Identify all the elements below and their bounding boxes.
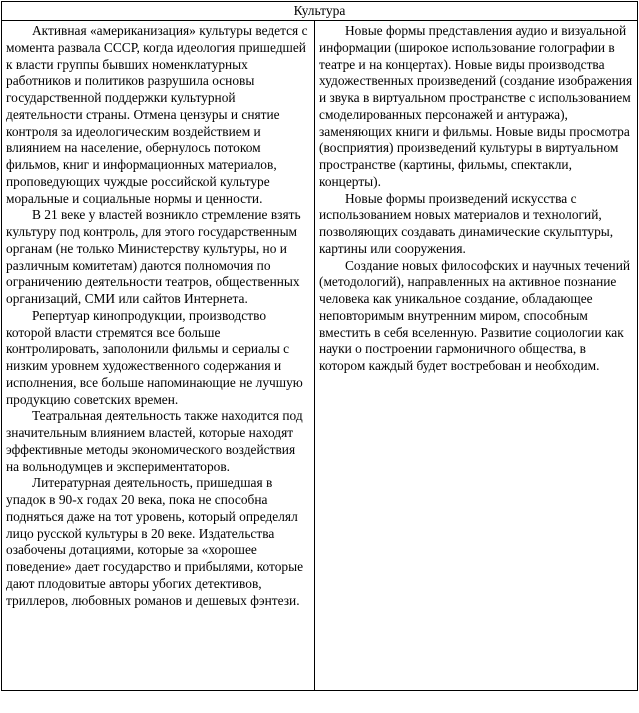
paragraph-new-media-forms: Новые формы представления аудио и визуальной информации (широкое использование голографии в театре и на концертах). Новые виды производства художественных произведений (создание изображения и звука в виртуальном пространстве с использованием смоделированных персонажей и антуража), заменяющих книги и фильмы. Новые виды просмотра (восприятия) произведений культуры в виртуальном пространстве (картины, фильмы, спектакли, концерты). <box>319 23 633 189</box>
table-title: Культура <box>2 2 637 21</box>
left-column-cell <box>2 21 315 690</box>
paragraph-cinema: Репертуар кинопродукции, производство которой власти стремятся все больше контролировать, заполонили фильмы и сериалы с низким уровнем художественного содержания и исполнения, все больше напоминающие не лучшую продукцию советских времен. <box>6 307 303 407</box>
table-body <box>2 21 637 690</box>
culture-table <box>1 1 638 691</box>
paragraph-new-philosophy: Создание новых философских и научных течений (методологий), направленных на активное познание человека как уникальное создание, обладающее неповторимым внутренним миром, способным вместить в себя вселенную. Развитие социологии как науки о построении гармоничного общества, в котором каждый будет востребован и необходим. <box>319 257 631 373</box>
paragraph-theatre: Театральная деятельность также находится под значительным влиянием властей, которые находят эффективные методы экономического воздействия на вольнодумцев и экспериментаторов. <box>6 408 303 474</box>
right-column-cell <box>315 21 637 690</box>
paragraph-new-art-forms: Новые формы произведений искусства с использованием новых материалов и технологий, позволяющих создавать динамические скульптуры, картины или сооружения. <box>319 190 614 256</box>
paragraph-literature: Литературная деятельность, пришедшая в упадок в 90-х годах 20 века, пока не способна подняться даже на тот уровень, который определял лицо русской культуры в 20 веке. Издательства озабочены дотациями, которые за «хорошее поведение» дает государство и прибылями, которые дают плодовитые авторы убогих детективов, триллеров, любовных романов и дешевых фэнтези. <box>6 475 304 608</box>
paragraph-americanization: Активная «американизация» культуры ведется с момента развала СССР, когда идеология пришедшей к власти группы бывших номенклатурных работников и политиков разрушила основы государственной поддержки культурной деятельности страны. Отмена цензуры и снятие контроля за идеологическим воздействием и влиянием на население, обернулось потоком фильмов, книг и информационных материалов, проповедующих чуждые российской культуре моральные и социальные нормы и ценности. <box>6 23 308 206</box>
paragraph-state-control: В 21 веке у властей возникло стремление взять культуру под контроль, для этого государственным органам (не только Министерству культуры, но и различным комитетам) даются полномочия по ограничению деятельности театров, общественных организаций, СМИ или сайтов Интернета. <box>6 207 301 306</box>
